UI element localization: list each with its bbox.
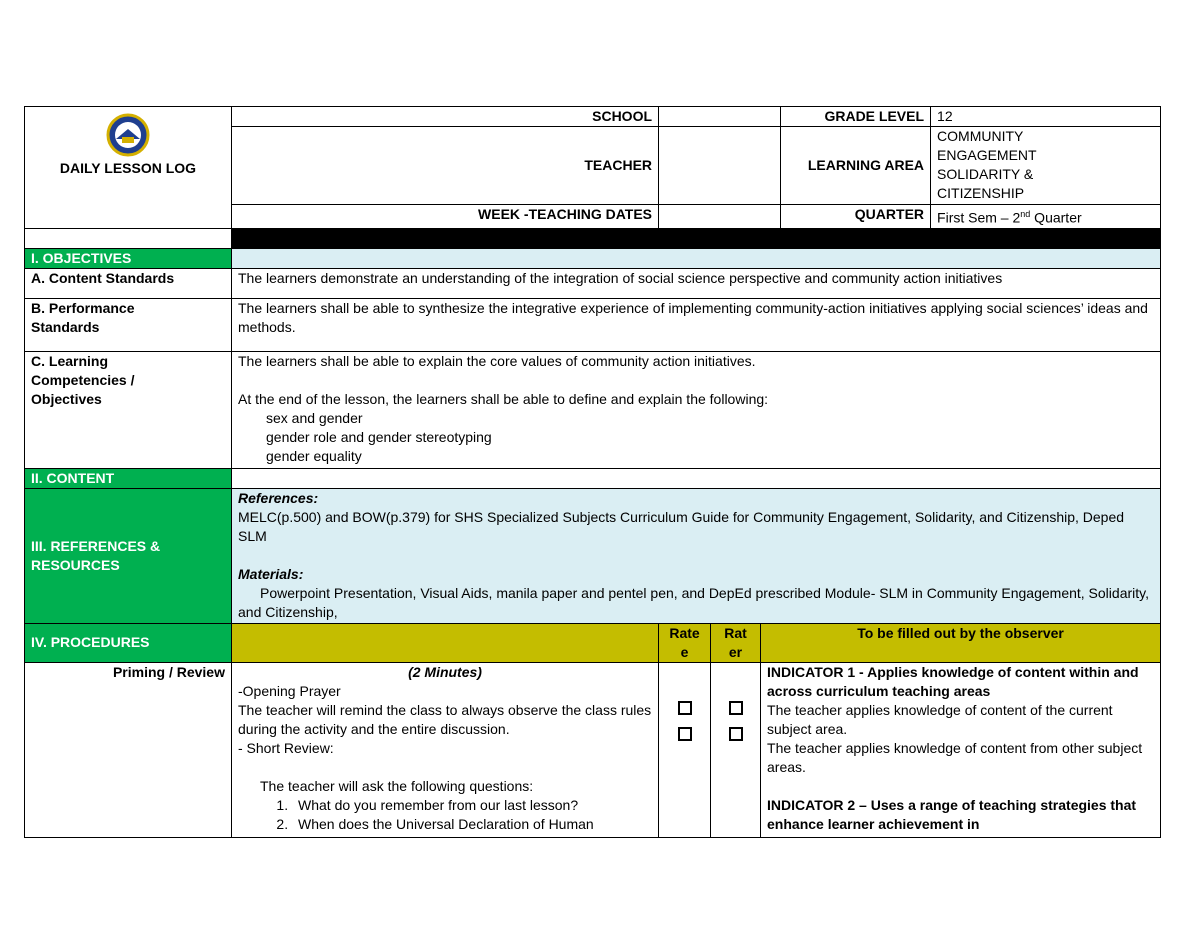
school-value[interactable]	[659, 107, 781, 127]
rater-checkboxes	[711, 662, 761, 837]
quarter-value-suffix: Quarter	[1030, 209, 1082, 226]
competencies-label-line: Objectives	[31, 390, 102, 407]
performance-standards-text: The learners shall be able to synthesize the integrative experience of implementing community-action initiatives applying social sciences’ ideas and methods.	[232, 298, 1161, 351]
references-heading-line: RESOURCES	[31, 556, 120, 573]
content-heading: II. CONTENT	[25, 468, 232, 488]
rate-header-line: Rate	[669, 624, 700, 641]
objectives-heading-fill	[232, 248, 1161, 268]
objectives-heading: I. OBJECTIVES	[25, 248, 232, 268]
review-question: 2. When does the Universal Declaration of Human	[292, 815, 652, 834]
references-text: MELC(p.500) and BOW(p.379) for SHS Specialized Subjects Curriculum Guide for Community Engagement, Solidarity, and Citizenship, Deped SLM	[238, 508, 1125, 544]
quarter-label: QUARTER	[781, 205, 931, 229]
school-label: SCHOOL	[232, 107, 659, 127]
spacer-cell	[25, 228, 232, 248]
grade-level-value[interactable]: 12	[931, 107, 1161, 127]
content-standards-label: A. Content Standards	[25, 268, 232, 298]
rater-checkbox-2[interactable]	[729, 727, 743, 741]
teacher-value[interactable]	[659, 127, 781, 205]
learning-area-value[interactable]	[931, 127, 1161, 205]
grade-level-label: GRADE LEVEL	[781, 107, 931, 127]
procedures-heading: IV. PROCEDURES	[25, 623, 232, 662]
teacher-label: TEACHER	[232, 127, 659, 205]
rate-header-line: e	[680, 643, 689, 660]
performance-label-line: Standards	[31, 318, 100, 335]
procedure-line: - Short Review:	[238, 739, 334, 756]
procedures-heading-fill	[232, 623, 659, 662]
priming-review-label: Priming / Review	[25, 662, 232, 837]
rater-header-line: Rat	[724, 624, 747, 641]
indicator-2-title: INDICATOR 2 – Uses a range of teaching strategies that enhance learner achievement in	[767, 796, 1137, 832]
learning-area-line: COMMUNITY	[937, 128, 1024, 144]
competency-item: gender equality	[266, 447, 362, 464]
learning-area-line: SOLIDARITY &	[937, 166, 1034, 182]
logo-title-cell	[25, 107, 232, 229]
rater-checkbox-1[interactable]	[729, 701, 743, 715]
references-label: References:	[238, 489, 319, 506]
quarter-value-text: First Sem – 2	[937, 209, 1021, 226]
learning-competencies-text	[232, 351, 1161, 468]
observer-heading: To be filled out by the observer	[761, 623, 1161, 662]
priming-review-content	[232, 662, 659, 837]
competencies-statement: The learners shall be able to explain the core values of community action initiatives.	[238, 352, 756, 369]
references-heading-line: III. REFERENCES &	[31, 537, 161, 554]
questions-intro: The teacher will ask the following questions:	[260, 777, 534, 794]
content-value	[232, 468, 1161, 488]
references-heading	[25, 488, 232, 623]
performance-label-line: B. Performance	[31, 299, 135, 316]
observer-indicators	[761, 662, 1161, 837]
competencies-label-line: C. Learning	[31, 352, 109, 369]
indicator-1-item: The teacher applies knowledge of content from other subject areas.	[767, 739, 1143, 775]
materials-label: Materials:	[238, 565, 304, 582]
document-title: DAILY LESSON LOG	[59, 160, 197, 176]
rate-checkbox-1[interactable]	[678, 701, 692, 715]
competency-item: gender role and gender stereotyping	[266, 428, 492, 445]
competencies-label-line: Competencies /	[31, 371, 135, 388]
learning-area-line: ENGAGEMENT	[937, 147, 1037, 163]
review-questions-list	[238, 796, 652, 834]
indicator-1-item: The teacher applies knowledge of content of the current subject area.	[767, 701, 1113, 737]
rate-column-header	[659, 623, 711, 662]
materials-text: Powerpoint Presentation, Visual Aids, manila paper and pentel pen, and DepEd prescribed Module- SLM in Community Engagement, Solidarity, and Citizenship,	[238, 584, 1149, 620]
week-label: WEEK -TEACHING DATES	[232, 205, 659, 229]
procedure-line: -Opening Prayer	[238, 682, 341, 699]
black-divider-bar	[232, 228, 1161, 248]
quarter-superscript: nd	[1020, 209, 1031, 219]
learning-area-label: LEARNING AREA	[781, 127, 931, 205]
daily-lesson-log-table	[24, 106, 1161, 838]
rater-header-line: er	[728, 643, 743, 660]
competency-item: sex and gender	[266, 409, 363, 426]
learning-area-line: CITIZENSHIP	[937, 185, 1025, 201]
references-content	[232, 488, 1161, 623]
rate-checkboxes	[659, 662, 711, 837]
competencies-intro: At the end of the lesson, the learners shall be able to define and explain the following:	[238, 390, 769, 407]
rate-checkbox-2[interactable]	[678, 727, 692, 741]
indicator-1-title: INDICATOR 1 - Applies knowledge of content within and across curriculum teaching areas	[767, 663, 1139, 699]
learning-competencies-label	[25, 351, 232, 468]
content-standards-text: The learners demonstrate an understanding of the integration of social science perspective and community action initiatives	[232, 268, 1161, 298]
performance-standards-label	[25, 298, 232, 351]
review-question: 1. What do you remember from our last lesson?	[292, 796, 652, 815]
procedure-line: The teacher will remind the class to always observe the class rules during the activity and the entire discussion.	[238, 701, 652, 737]
week-value[interactable]	[659, 205, 781, 229]
quarter-value[interactable]	[931, 205, 1161, 229]
rater-column-header	[711, 623, 761, 662]
activity-duration: (2 Minutes)	[408, 663, 482, 680]
school-seal-icon	[106, 113, 150, 157]
